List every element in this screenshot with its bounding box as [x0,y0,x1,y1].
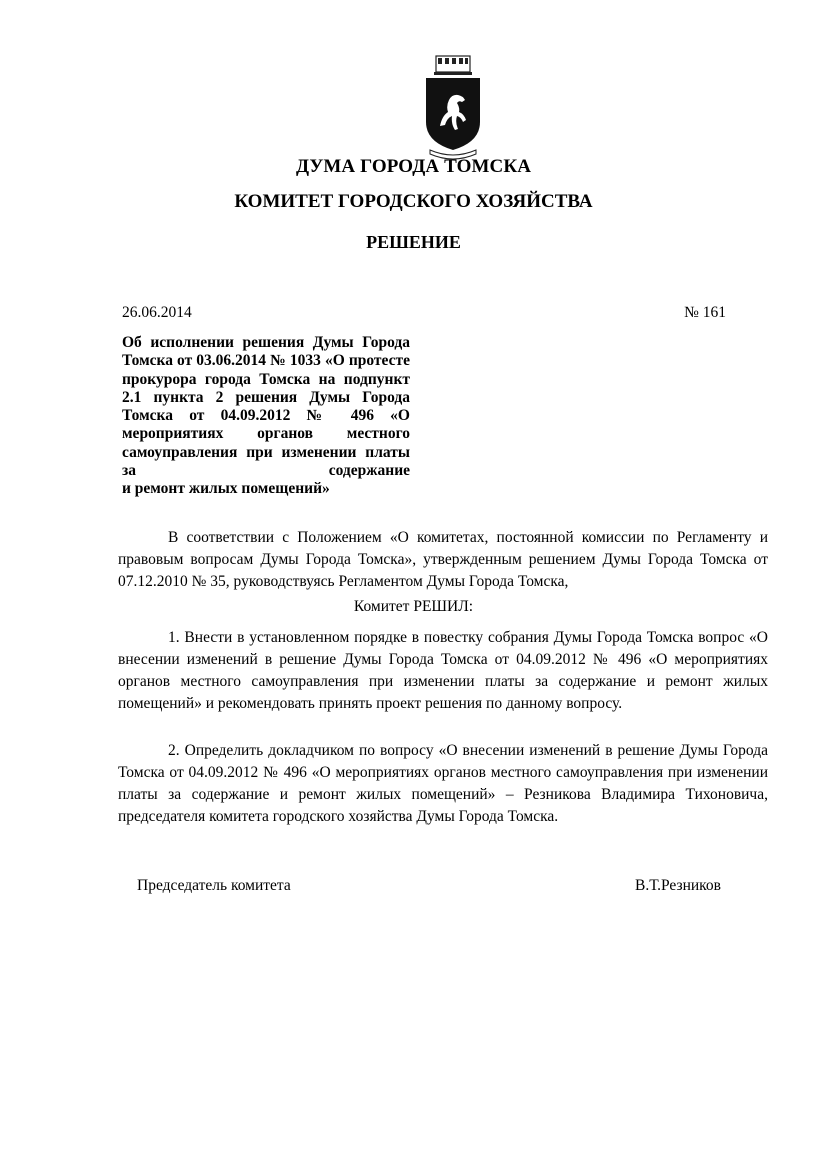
subject-text: Об исполнении решения Думы Города Томска от 03.06.2014 № 1033 «О протесте прокурора города Томска на подпункт 2.1 пункта 2 решения Думы Города Томска от 04.09.2012 № 496 «О мероприятиях органов местного самоуправления при изменении платы за содержание [122,334,410,480]
signatory-position: Председатель комитета [137,877,291,894]
subject-last-line: и ремонт жилых помещений» [122,480,330,498]
committee-title: КОМИТЕТ ГОРОДСКОГО ХОЗЯЙСТВА [234,191,593,212]
item-2-paragraph: 2. Определить докладчиком по вопросу «О внесении изменений в решение Думы Города Томска от 04.09.2012 № 496 «О мероприятиях органов местного самоуправления при изменении платы за содержание и ремонт жилых помещений» – Резникова Владимира Тихоновича, председателя комитета городского хозяйства Думы Города Томска. [118,742,768,825]
item-1-paragraph: 1. Внести в установленном порядке в повестку собрания Думы Города Томска вопрос «О внесении изменений в решение Думы Города Томска от 04.09.2012 № 496 «О мероприятиях органов местного самоуправления при изменении платы за содержание и ремонт жилых помещений» и рекомендовать принять проект решения по данному вопросу. [118,629,768,712]
organization-title: ДУМА ГОРОДА ТОМСКА [295,156,532,177]
document-type-title: РЕШЕНИЕ [366,232,461,252]
resolution-heading: Комитет РЕШИЛ: [353,598,474,615]
document-number: № 161 [684,304,726,321]
tomsk-coat-of-arms-icon [418,50,488,160]
document-subject [122,334,410,499]
preamble-paragraph: В соответствии с Положением «О комитетах, постоянной комиссии по Регламенту и правовым вопросам Думы Города Томска», утвержденным решением Думы Города Томска от 07.12.2010 № 35, руководствуясь Регламентом Думы Города Томска, [118,529,768,590]
document-date: 26.06.2014 [122,304,192,321]
signatory-name: В.Т.Резников [634,877,721,894]
